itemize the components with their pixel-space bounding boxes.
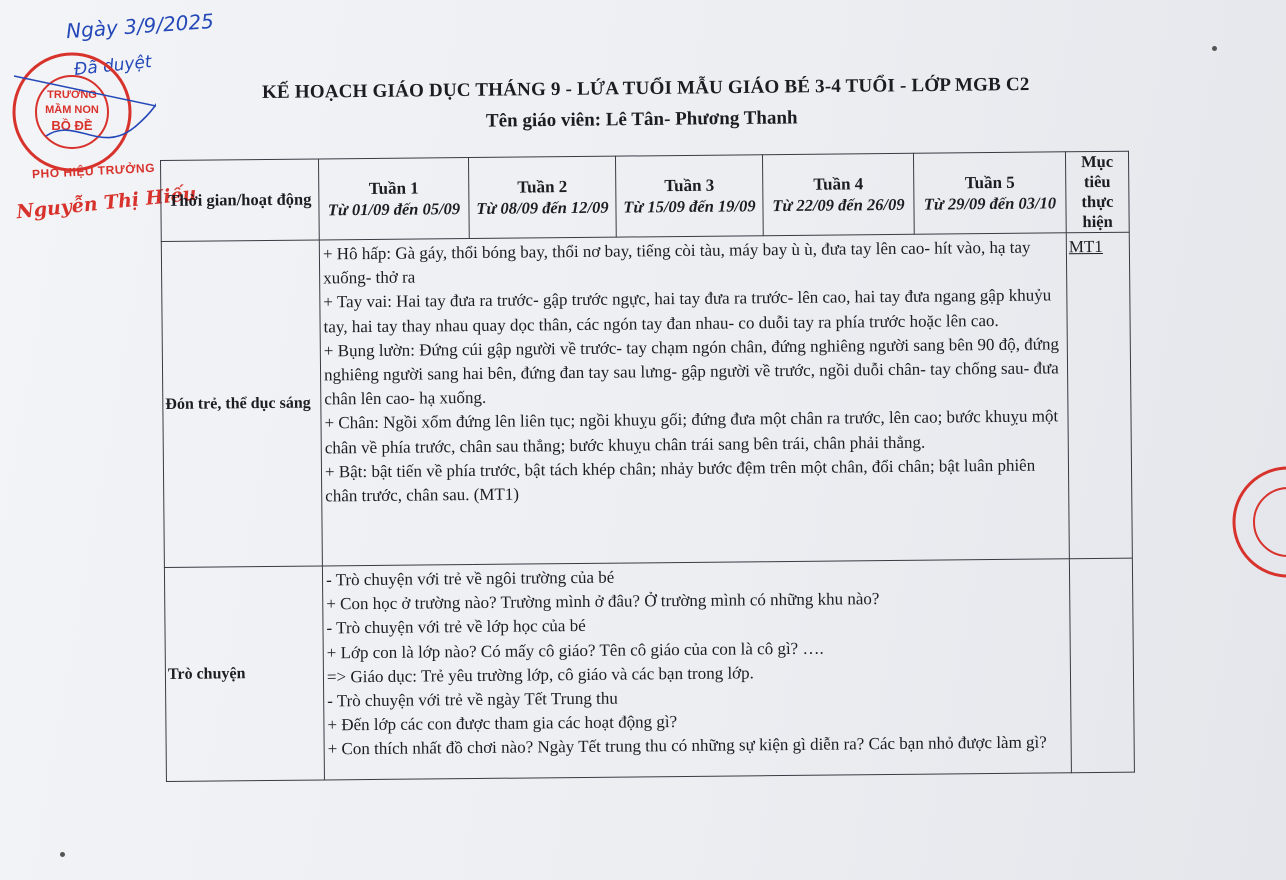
week-4-header (762, 153, 914, 235)
header-row (161, 151, 1130, 241)
content-line: - Trò chuyện với trẻ về ngôi trường của bé (325, 567, 615, 590)
week-label: Tuần 5 (964, 172, 1015, 192)
week-range: Từ 22/09 đến 26/09 (772, 194, 905, 215)
stamp-line-3: BỒ ĐỀ (51, 118, 93, 133)
activity-cell: Đón trẻ, thể dục sáng (161, 240, 322, 568)
week-2-header (468, 156, 616, 238)
signature-title: PHÓ HIỆU TRƯỞNG (31, 160, 156, 182)
content-line: + Chân: Ngồi xổm đứng lên liên tục; ngồi khuỵu gối; đứng đưa một chân ra trước, lên cao; bước khuỵu một chân về phía trước, chân sau thẳng; bước khuỵu chân trái sang bên trái, chân phải thẳng. (324, 406, 1059, 458)
stamp-line-2: MẦM NON (45, 104, 99, 116)
goal-code: MT1 (1068, 236, 1103, 257)
content-line: + Bật: bật tiến về phía trước, bật tách khép chân; nhảy bước đệm trên một chân, đổi chân; bật luân phiên chân trước, chân sau. (MT1) (324, 455, 1036, 506)
signature-name: Nguyễn Thị Hiếu (15, 182, 198, 224)
week-range: Từ 15/09 đến 19/09 (623, 195, 756, 217)
approval-text: Đã duyệt (73, 51, 153, 81)
week-range: Từ 08/09 đến 12/09 (476, 197, 609, 218)
content-line: + Con học ở trường nào? Trường mình ở đâu? Ở trường mình có những khu nào? (326, 589, 880, 614)
week-range: Từ 01/09 đến 05/09 (327, 198, 461, 219)
plan-table (160, 151, 1134, 782)
week-label: Tuần 2 (517, 176, 568, 197)
week-range: Từ 29/09 đến 03/10 (923, 192, 1057, 214)
teacher-name: Tên giáo viên: Lê Tân- Phương Thanh (485, 107, 798, 132)
activity-cell: Trò chuyện (164, 566, 324, 782)
content-cell (322, 559, 1071, 780)
content-line: => Giáo dục: Trẻ yêu trường lớp, cô giáo và các bạn trong lớp. (326, 663, 754, 687)
content-line: + Hô hấp: Gà gáy, thổi bóng bay, thổi nơ bay, tiếng còi tàu, máy bay ù ù, đưa tay lên cao- hít vào, hạ tay xuống- thở ra (322, 237, 1031, 288)
goal-cell (1066, 232, 1132, 559)
week-3-header (615, 155, 763, 237)
content-line: - Trò chuyện với trẻ về ngày Tết Trung thu (327, 688, 618, 711)
partial-stamp (1226, 456, 1286, 586)
content-line: - Trò chuyện với trẻ về lớp học của bé (326, 616, 586, 638)
content-cell (319, 233, 1069, 566)
stamp-line-1: TRƯỜNG (47, 89, 97, 101)
header-goal: Mục tiêu thực hiện (1065, 151, 1129, 233)
week-1-header (318, 158, 469, 240)
content-line: + Tay vai: Hai tay đưa ra trước- gập trước ngực, hai tay đưa ra trước- lên cao, hai tay đưa ngang gập khuỷu tay, hai tay thay nhau quay dọc thân, các ngón tay đan nhau- co duỗi tay ra phía trước hoặc lên cao. (323, 285, 1052, 337)
goal-cell (1069, 558, 1134, 773)
week-label: Tuần 4 (813, 173, 864, 194)
content-line: + Đến lớp các con được tham gia các hoạt động gì? (327, 712, 678, 735)
week-label: Tuần 3 (664, 175, 715, 195)
content-line: + Con thích nhất đồ chơi nào? Ngày Tết trung thu có những sự kiện gì diễn ra? Các bạn nhỏ được làm gì? (327, 732, 1047, 759)
week-label: Tuần 1 (368, 178, 419, 198)
paper-speck (1212, 46, 1217, 51)
table-row (164, 558, 1134, 781)
header-activity: Thời gian/hoạt động (161, 159, 320, 242)
paper-speck (60, 852, 65, 857)
content-line: + Bụng lườn: Đứng cúi gập người về trước- tay chạm ngón chân, đứng nghiêng người sang bên 90 độ, đứng nghiêng người sang hai bên, đứng đan tay sau lưng- gập người về trước, ngồi duỗi chân- tay chống sau- đưa chân lên cao- hạ xuống. (323, 334, 1060, 409)
approval-date: Ngày 3/9/2025 (65, 8, 215, 44)
document-title: KẾ HOẠCH GIÁO DỤC THÁNG 9 - LỨA TUỔI MẪU GIÁO BÉ 3-4 TUỔI - LỚP MGB C2 (261, 73, 1030, 104)
week-5-header (913, 152, 1066, 234)
table-row (161, 232, 1132, 567)
content-line: + Lớp con là lớp nào? Có mấy cô giáo? Tên cô giáo của con là cô gì? …. (326, 638, 824, 663)
